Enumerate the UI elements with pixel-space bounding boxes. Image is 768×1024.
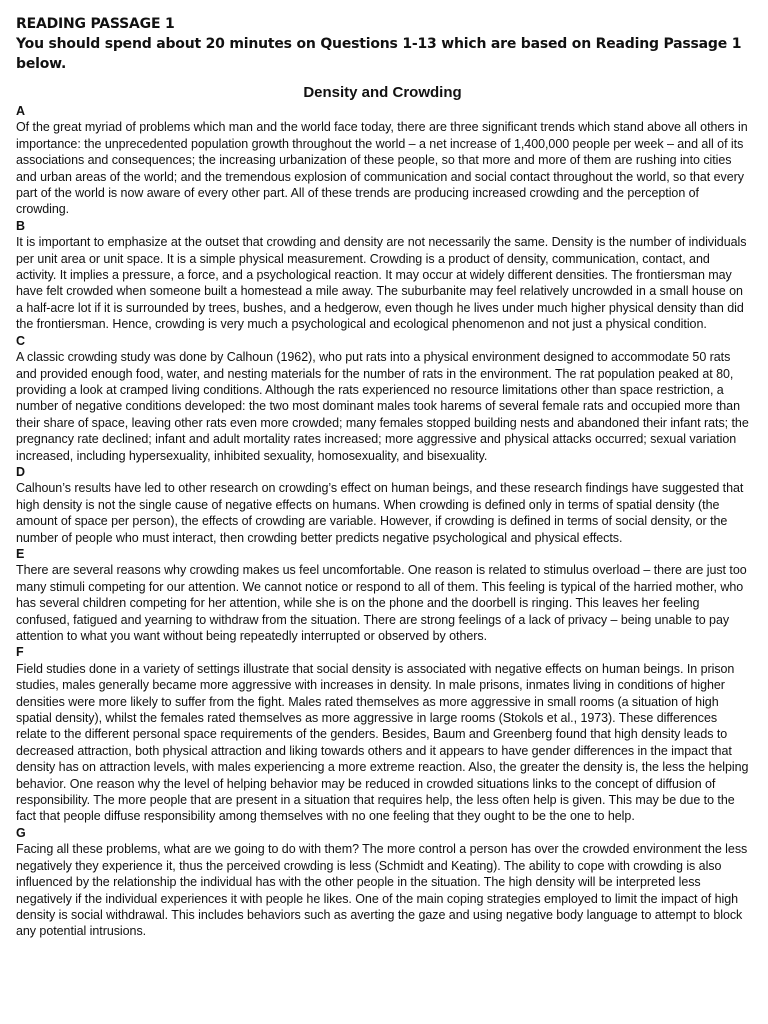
section-d [16, 464, 749, 546]
section-a [16, 103, 749, 218]
section-e [16, 546, 749, 644]
section-paragraph: Facing all these problems, what are we going to do with them? The more control a person has over the crowded environment the less negatively they experience it, thus the perceived crowding is less (Schmidt and Keating). The ability to cope with crowding is also influenced by the relationship the individual has with the other people in the situation. The high density will be interpreted less negatively if the individual experiences it with people he likes. One of the main coping strategies employed to limit the impact of high density is social withdrawal. This includes behaviors such as averting the gaze and using negative body language to attempt to block any potential intrusions. [16, 842, 748, 939]
passage-label: READING PASSAGE 1 [16, 16, 175, 32]
section-letter: C [16, 333, 26, 348]
section-letter: B [16, 218, 26, 233]
section-letter: F [16, 645, 24, 660]
section-letter: G [16, 825, 26, 840]
section-letter: D [16, 464, 26, 479]
section-paragraph: It is important to emphasize at the outset that crowding and density are not necessarily the same. Density is the number of individuals per unit area or unit space. It is a simple physical measurement. Crowding is a product of density, communication, contact, and activity. It implies a pressure, a force, and a psychological reaction. It may occur at widely different densities. The frontiersman may have felt crowded when someone built a homestead a mile away. The suburbanite may feel relatively uncrowded in a small house on a half-acre lot if it is surrounded by trees, bushes, and a hedgerow, even though he lives under much higher physical density than did the frontiersman. Hence, crowding is very much a psychological and ecological phenomenon and not just a physical condition. [16, 235, 747, 332]
passage-title: Density and Crowding [303, 84, 462, 101]
section-f [16, 644, 749, 824]
reading-passage-page [16, 14, 749, 940]
section-paragraph: A classic crowding study was done by Calhoun (1962), who put rats into a physical environment designed to accommodate 50 rats and provided enough food, water, and nesting materials for the number of rats in the environment. The rat population peaked at 80, providing a look at cramped living conditions. Although the rats experienced no resource limitations other than space restriction, a number of negative conditions developed: the two most dominant males took harems of several female rats and occupied more than their share of space, leaving other rats even more crowded; many females stopped building nests and abandoned their infant rats; the pregnancy rate declined; infant and adult mortality rates increased; more aggressive and physical attacks occurred; sexual variation increased, including hypersexuality, inhibited sexuality, homosexuality, and bisexuality. [16, 350, 749, 463]
passage-instructions: You should spend about 20 minutes on Questions 1-13 which are based on Reading Passage 1 below. [16, 36, 742, 72]
section-paragraph: Calhoun’s results have led to other research on crowding’s effect on human beings, and these research findings have suggested that high density is not the single cause of negative effects on humans. When crowding is defined only in terms of spatial density (the amount of space per person), the effects of crowding are variable. However, if crowding is defined in terms of social density, or the number of people who must interact, then crowding better predicts negative psychological and physical effects. [16, 481, 744, 545]
section-g [16, 825, 749, 940]
section-paragraph: There are several reasons why crowding makes us feel uncomfortable. One reason is related to stimulus overload – there are just too many stimuli competing for our attention. We cannot notice or respond to all of them. This feeling is typical of the harried mother, who has several children competing for her attention, while she is on the phone and the doorbell is ringing. This leaves her feeling confused, fatigued and yearning to withdraw from the situation. There are strong feelings of a lack of privacy – being unable to pay attention to what you want without being repeatedly interrupted or observed by others. [16, 563, 747, 643]
section-letter: E [16, 546, 25, 561]
section-paragraph: Of the great myriad of problems which man and the world face today, there are three significant trends which stand above all others in importance: the unprecedented population growth throughout the world – a net increase of 1,400,000 people per week – and all of its associations and consequences; the increasing urbanization of these people, so that more and more of them are rushing into cities and urban areas of the world; and the tremendous explosion of communication and social contact throughout the world, so that every part of the world is now aware of every other part. All of these trends are producing increased crowding and the perception of crowding. [16, 120, 748, 217]
section-c [16, 333, 749, 464]
section-paragraph: Field studies done in a variety of settings illustrate that social density is associated with negative effects on human beings. In prison studies, males generally became more aggressive with increases in density. In male prisons, inmates living in conditions of higher densities were more likely to suffer from the fight. Males rated themselves as more aggressive in small rooms (a situation of high spatial density), whilst the females rated themselves as more aggressive in large rooms (Stokols et al., 1973). These differences relate to the different personal space requirements of the genders. Besides, Baum and Greenberg found that high density leads to decreased attraction, both physical attraction and liking towards others and it appears to have gender differences in the impact that density has on attraction levels, with males experiencing a more extreme reaction. Also, the greater the density is, the less the helping behavior. One reason why the level of helping behavior may be reduced in crowded situations links to the concept of diffusion of responsibility. The more people that are present in a situation that requires help, the less often help is given. This may be due to the fact that people diffuse responsibility among themselves with no one feeling that they ought to be the one to help. [16, 661, 749, 824]
section-letter: A [16, 104, 26, 118]
section-b [16, 218, 749, 333]
